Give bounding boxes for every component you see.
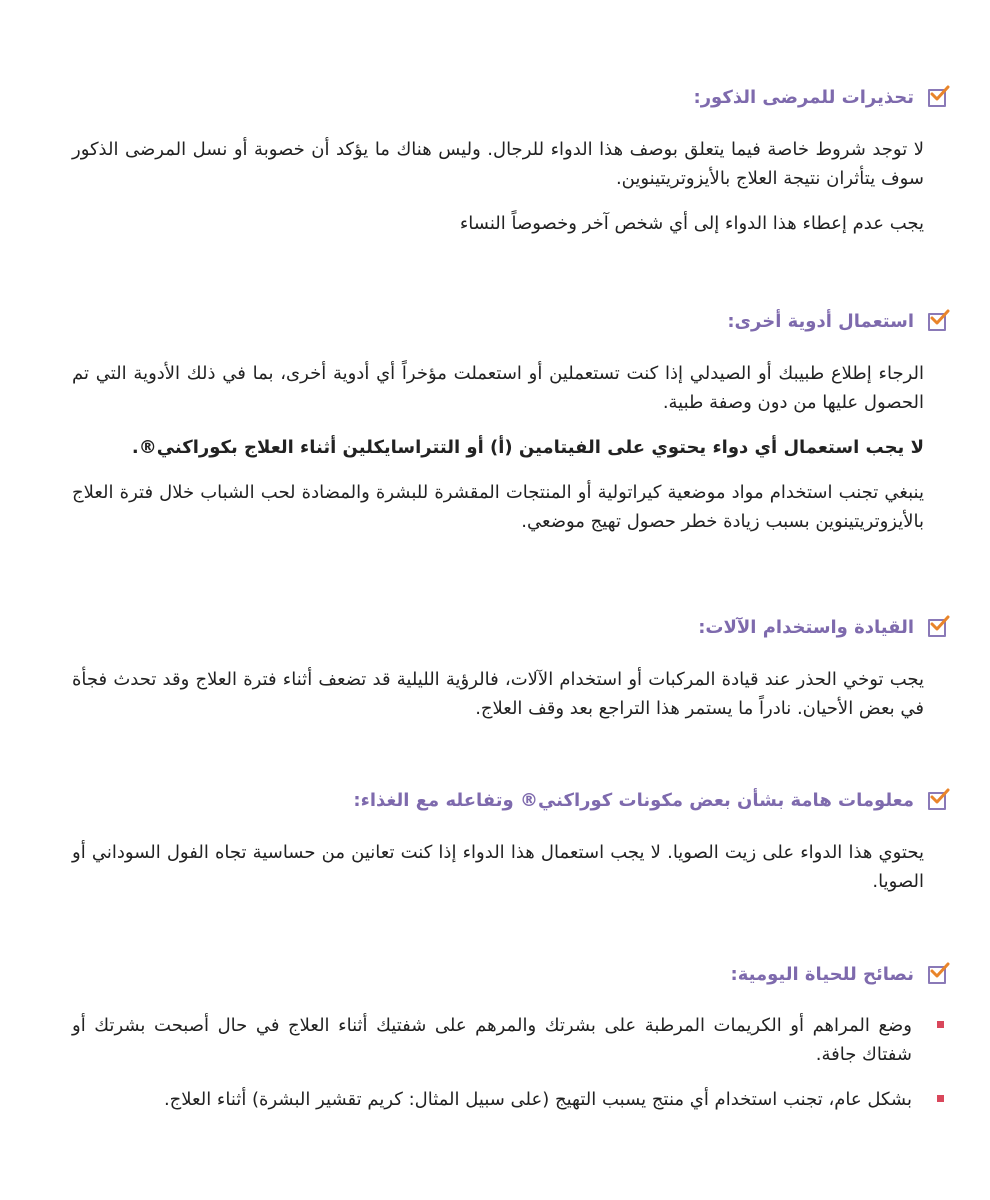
list-item-text: وضع المراهم أو الكريمات المرطبة على بشرتك والمرهم على شفتيك أثناء العلاج في حال أصبحت بشرتك أو شفتاك جافة. [72, 1015, 912, 1065]
section-male-patients-warnings [72, 86, 946, 238]
section-driving-machines [72, 616, 946, 723]
bullet-icon [937, 1021, 944, 1028]
section-paragraph-bold: لا يجب استعمال أي دواء يحتوي على الفيتامين (أ) أو التتراسايكلين أثناء العلاج بكوراكني®. [131, 437, 924, 458]
section-heading-text: استعمال أدوية أخرى: [727, 311, 914, 332]
section-paragraph: يجب توخي الحذر عند قيادة المركبات أو استخدام الآلات، فالرؤية الليلية قد تضعف أثناء فترة العلاج وقد تحدث فجأة في بعض الأحيان. نادراً ما يستمر هذا التراجع بعد وقف العلاج. [72, 669, 924, 719]
section-heading [72, 789, 946, 813]
checkbox-icon [928, 313, 946, 331]
section-heading [72, 310, 946, 334]
section-paragraph: لا توجد شروط خاصة فيما يتعلق بوصف هذا الدواء للرجال. وليس هناك ما يؤكد أن خصوبة أو نسل المرضى الذكور سوف يتأثران نتيجة العلاج بالأيزوتريتينوين. [72, 139, 924, 189]
section-paragraph: يحتوي هذا الدواء على زيت الصويا. لا يجب استعمال هذا الدواء إذا كنت تعانين من حساسية تجاه الفول السوداني أو الصويا. [72, 842, 924, 892]
section-paragraph: الرجاء إطلاع طبيبك أو الصيدلي إذا كنت تستعملين أو استعملت مؤخراً أي أدوية أخرى، بما في ذلك الأدوية التي تم الحصول عليها من دون وصفة طبية. [72, 363, 924, 413]
leaflet-page [72, 0, 946, 1200]
section-heading [72, 963, 946, 987]
section-heading-text: تحذيرات للمرضى الذكور: [693, 87, 914, 108]
section-heading-text: القيادة واستخدام الآلات: [698, 617, 914, 638]
checkbox-icon [928, 966, 946, 984]
list-item [72, 1011, 946, 1069]
checkbox-icon [928, 89, 946, 107]
checkbox-icon [928, 792, 946, 810]
section-daily-tips [72, 963, 946, 1114]
section-heading [72, 616, 946, 640]
section-paragraph: ينبغي تجنب استخدام مواد موضعية كيراتولية أو المنتجات المقشرة للبشرة والمضادة لحب الشباب خلال فترة العلاج بالأيزوتريتينوين بسبب زيادة خطر حصول تهيج موضعي. [72, 482, 924, 532]
bullet-icon [937, 1095, 944, 1102]
section-heading-text: معلومات هامة بشأن بعض مكونات كوراكني® وتفاعله مع الغذاء: [353, 790, 914, 811]
section-other-medicines [72, 310, 946, 536]
section-ingredients-food [72, 789, 946, 896]
section-heading-text: نصائح للحياة اليومية: [730, 964, 914, 985]
list-item-text: بشكل عام، تجنب استخدام أي منتج يسبب التهيج (على سبيل المثال: كريم تقشير البشرة) أثناء العلاج. [163, 1089, 912, 1110]
checkbox-icon [928, 619, 946, 637]
list-item [72, 1085, 946, 1114]
section-paragraph: يجب عدم إعطاء هذا الدواء إلى أي شخص آخر وخصوصاً النساء [459, 213, 924, 234]
section-heading [72, 86, 946, 110]
